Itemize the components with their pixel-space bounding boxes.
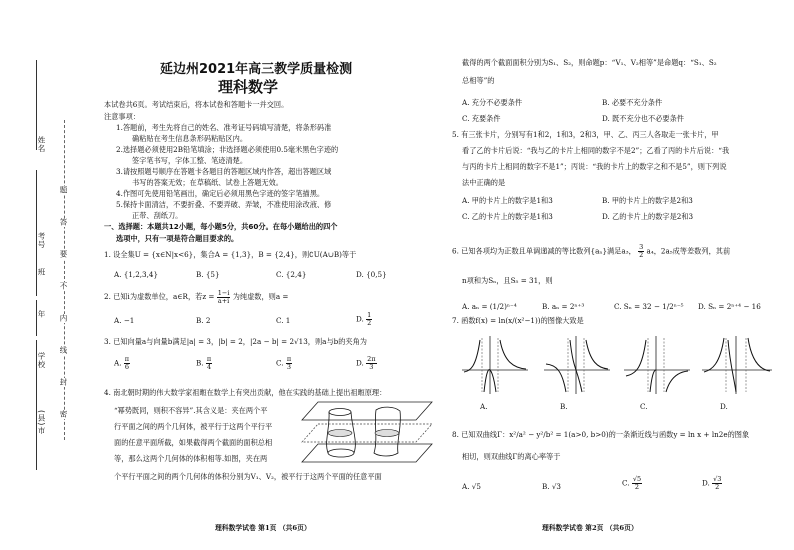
binding-sidebar xyxy=(0,0,92,550)
notice-line: 3.请按照题号顺序在答题卡各题目的答题区域内作答，超出答题区域 xyxy=(116,167,332,176)
q8-option-c-label: C. xyxy=(622,478,630,488)
q7-graph-a xyxy=(460,334,530,396)
q7-label-d: D. xyxy=(720,402,728,411)
q3-option-a xyxy=(114,356,130,370)
q8-option-d-label: D. xyxy=(702,478,710,488)
q1-option-a: A. {1,2,3,4} xyxy=(114,270,159,279)
notice-line: 签字笔书写，字体工整、笔迹清楚。 xyxy=(132,156,248,165)
q3-option-d xyxy=(356,356,377,370)
q6-fraction xyxy=(638,244,644,258)
q4-option-c: C. 充要条件 xyxy=(462,114,501,123)
q5-option-b: B. 甲的卡片上的数字是2和3 xyxy=(602,196,693,205)
q8-c-fraction xyxy=(632,476,642,490)
q7-stem: 7. 函数f(x) = ln(x/(x²−1))的图像大致是 xyxy=(452,316,584,325)
notice-title: 注意事项： xyxy=(104,112,140,121)
q3-b-num: π xyxy=(206,355,212,363)
q1-stem: 1. 设全集U = {x∈N|x<6}，集合A = {1,3}，B = {2,4}，则∁U(A∪B)等于 xyxy=(104,250,357,259)
solid-1-top xyxy=(329,409,351,416)
q4-option-a: A. 充分不必要条件 xyxy=(462,98,523,107)
footer-right: 理科数学试卷 第2页 （共6页） xyxy=(542,524,638,532)
q2-option-c: C. 1 xyxy=(276,316,291,325)
q3-d-fraction xyxy=(366,356,376,370)
q2-option-b: B. 2 xyxy=(196,316,211,325)
q4-option-b: B. 必要不充分条件 xyxy=(602,98,663,107)
solid-1-bottom xyxy=(328,449,354,457)
q7-label-c: C. xyxy=(640,402,648,411)
q8-d-num: √3 xyxy=(713,475,722,483)
q4-line: “幂势既同，则积不容异”.其含义是：夹在两个平 xyxy=(114,406,268,415)
q3-b-fraction xyxy=(206,356,212,370)
q6-frac-num: 3 xyxy=(639,243,644,251)
q2-d-num: 1 xyxy=(367,311,372,319)
q3-option-b-label: B. xyxy=(196,358,204,368)
notice-list xyxy=(116,123,436,222)
q8-d-den: 2 xyxy=(715,482,720,491)
q8-option-d xyxy=(702,476,722,490)
seal-char: 线 xyxy=(59,346,68,355)
q3-c-fraction xyxy=(286,356,292,370)
q6-stem-b: a₄，2a₅成等差数列，其前 xyxy=(646,246,731,256)
q2-option-a: A. −1 xyxy=(114,316,135,325)
q6-option-d: D. Sₙ = 2ⁿ⁺⁴ − 16 xyxy=(698,302,761,311)
q2-stem xyxy=(104,290,288,304)
notice-line: 确粘贴在考生信息条形码粘贴区内。 xyxy=(132,134,248,143)
q2-option-d xyxy=(356,312,372,326)
q4-line: 行平面之间的两个几何体，被平行于这两个平行平 xyxy=(114,422,273,431)
q3-d-den: 3 xyxy=(369,362,374,371)
q5-line: 法中正确的是 xyxy=(462,178,506,187)
bottom-plane xyxy=(302,444,432,462)
exam-title: 延边州2021年高三教学质量检测 xyxy=(160,62,353,77)
seal-char: 密 xyxy=(59,410,68,419)
q3-stem: 3. 已知向量a与向量b满足|a| = 3，|b| = 2，|2a − b| = 2√13，则a与b的夹角为 xyxy=(104,337,367,346)
seal-char: 答 xyxy=(59,218,68,227)
q7-graph-b xyxy=(542,334,612,396)
section1-heading: 一、选择题：本题共12小题，每小题5分，共60分。在每小题给出的四个 xyxy=(104,222,338,231)
seal-char: 要 xyxy=(59,250,68,259)
q2-stem-a: 2. 已知i为虚数单位，a∈R，若z = xyxy=(104,292,215,301)
q2-frac-den: a+i xyxy=(217,296,230,305)
q8-option-a: A. √5 xyxy=(462,482,481,491)
right-page xyxy=(452,0,788,550)
seal-char: 内 xyxy=(59,314,68,323)
notice-line: 正带、刮纸刀。 xyxy=(132,211,183,220)
q2-fraction xyxy=(217,290,231,304)
q5-line: 看了乙的卡片后说：“我与乙的卡片上相同的数字不是2”；乙看了丙的卡片后说：“我 xyxy=(462,146,730,155)
q7-graph-c xyxy=(622,334,692,396)
q3-a-den: 6 xyxy=(124,362,129,371)
q8-option-c xyxy=(622,476,642,490)
top-plane xyxy=(302,402,432,420)
notice-line: 2.选择题必须使用2B铅笔填涂；非选择题必须使用0.5毫米黑色字迹的 xyxy=(116,145,339,154)
seal-char: 题 xyxy=(59,186,68,195)
q6-option-a: A. aₙ = (1/2)ⁿ⁻⁴ xyxy=(462,302,517,311)
middle-plane xyxy=(302,424,432,442)
q1-option-b: B. {5} xyxy=(196,270,220,279)
q8-stem-cont: 相切，则双曲线Γ的离心率等于 xyxy=(462,452,561,461)
q7-label-a: A. xyxy=(480,402,488,411)
intro-text: 本试卷共6页。考试结束后，将本试卷和答题卡一并交回。 xyxy=(104,100,289,109)
subject-title: 理科数学 xyxy=(218,78,279,96)
q3-c-den: 3 xyxy=(286,362,292,371)
q4-line: 面的任意平面所截，如果截得两个截面的面积总相 xyxy=(114,438,273,447)
seal-char: 不 xyxy=(59,282,68,291)
grade-label: 年 xyxy=(37,310,46,319)
section1-heading-cont: 选项中，只有一项是符合题目要求的。 xyxy=(116,234,239,243)
q8-stem: 8. 已知双曲线Γ：x²/a² − y²/b² = 1(a>0, b>0)的一条渐近线与函数y = ln x + ln2e的图象 xyxy=(452,430,750,439)
q3-option-c-label: C. xyxy=(276,358,284,368)
q4-line: 个平行平面之间的两个几何体的体积分别为V₁、V₂，被平行于这两个平面的任意平面 xyxy=(114,472,382,481)
q4-line: 4. 南北朝时期的伟大数学家祖暅在数学上有突出贡献，他在实践的基础上提出祖暅原理： xyxy=(104,388,387,397)
q3-a-fraction xyxy=(124,356,130,370)
footer-left: 理科数学试卷 第1页 （共6页） xyxy=(215,524,311,532)
q4-cont-line: 截得的两个截面面积分别为S₁、S₂，则命题p：“V₁、V₂相等”是命题q：“S₁、S₂ xyxy=(462,58,717,67)
left-page xyxy=(100,0,440,550)
class-label: 班 xyxy=(37,268,46,277)
notice-line: 1.答题前，考生先将自己的姓名、准考证号码填写清楚，将条形码准 xyxy=(116,123,332,132)
q2-option-d-label: D. xyxy=(356,314,364,324)
q3-c-num: π xyxy=(286,355,292,363)
q4-cont-line: 总相等”的 xyxy=(462,76,495,85)
q7-graph-d xyxy=(700,334,774,396)
seal-text xyxy=(52,170,78,430)
q3-d-num: 2π xyxy=(367,355,376,363)
q3-option-b xyxy=(196,356,212,370)
q6-stem-a: 6. 已知各项均为正数且单调递减的等比数列{aₙ}满足a₃， xyxy=(452,246,636,256)
q5-option-c: C. 乙的卡片上的数字是1和3 xyxy=(462,212,553,221)
q6-option-c: C. Sₙ = 32 − 1/2ⁿ⁻⁵ xyxy=(614,302,684,311)
q3-option-d-label: D. xyxy=(356,358,364,368)
q6-frac-den: 2 xyxy=(639,250,644,259)
q3-option-a-label: A. xyxy=(114,358,122,368)
q4-solid-figure xyxy=(298,398,436,466)
school-label: 学校 xyxy=(37,352,46,369)
notice-line: 5.保持卡面清洁，不要折叠、不要弄破、弄皱，不准使用涂改液、修 xyxy=(116,200,332,209)
q5-line: 与丙的卡片上相同的数字不是1”；丙说：“我的卡片上的数字之和不是5”，则下列说 xyxy=(462,162,727,171)
q5-option-d: D. 乙的卡片上的数字是2和3 xyxy=(602,212,694,221)
q2-frac-num: 1−i xyxy=(217,289,230,297)
city-label: (县)市 xyxy=(37,410,46,435)
q4-option-d: D. 既不充分也不必要条件 xyxy=(602,114,684,123)
q7-label-b: B. xyxy=(560,402,568,411)
q3-b-den: 4 xyxy=(206,362,212,371)
q6-stem xyxy=(452,244,730,258)
q8-c-den: 2 xyxy=(634,482,640,491)
notice-line: 4.作图可先使用铅笔画出，确定后必须用黑色字迹的签字笔描黑。 xyxy=(116,189,325,198)
q3-a-num: π xyxy=(124,355,130,363)
q6-stem-cont: n项和为Sₙ，且S₅ = 31，则 xyxy=(462,276,553,285)
q8-c-num: √5 xyxy=(632,475,642,483)
notice-line: 书写的答案无效；在草稿纸、试卷上答题无效。 xyxy=(132,178,283,187)
q2-d-den: 2 xyxy=(367,318,372,327)
q1-option-c: C. {2,4} xyxy=(276,270,307,279)
q2-d-fraction xyxy=(366,312,372,326)
q2-stem-b: 为纯虚数，则a = xyxy=(232,292,289,301)
q1-option-d: D. {0,5} xyxy=(356,270,387,279)
solid-2-section xyxy=(375,430,399,437)
q5-option-a: A. 甲的卡片上的数字是1和3 xyxy=(462,196,553,205)
q5-line: 5. 有三张卡片，分别写有1和2，1和3，2和3，甲、乙、丙三人各取走一张卡片，甲 xyxy=(452,130,719,139)
school-line xyxy=(36,340,38,400)
q3-option-c xyxy=(276,356,292,370)
name-label: 姓名 xyxy=(37,136,46,153)
q8-option-b: B. √3 xyxy=(542,482,562,491)
q6-option-b: B. aₙ = 2ⁿ⁺³ xyxy=(542,302,585,311)
seal-char: 封 xyxy=(59,378,68,387)
q4-line: 等，那么这两个几何体的体积相等.如图，夹在两 xyxy=(114,454,268,463)
exam-no-label: 考号 xyxy=(37,232,46,249)
solid-1-section xyxy=(328,430,352,437)
q8-d-fraction xyxy=(712,476,722,490)
